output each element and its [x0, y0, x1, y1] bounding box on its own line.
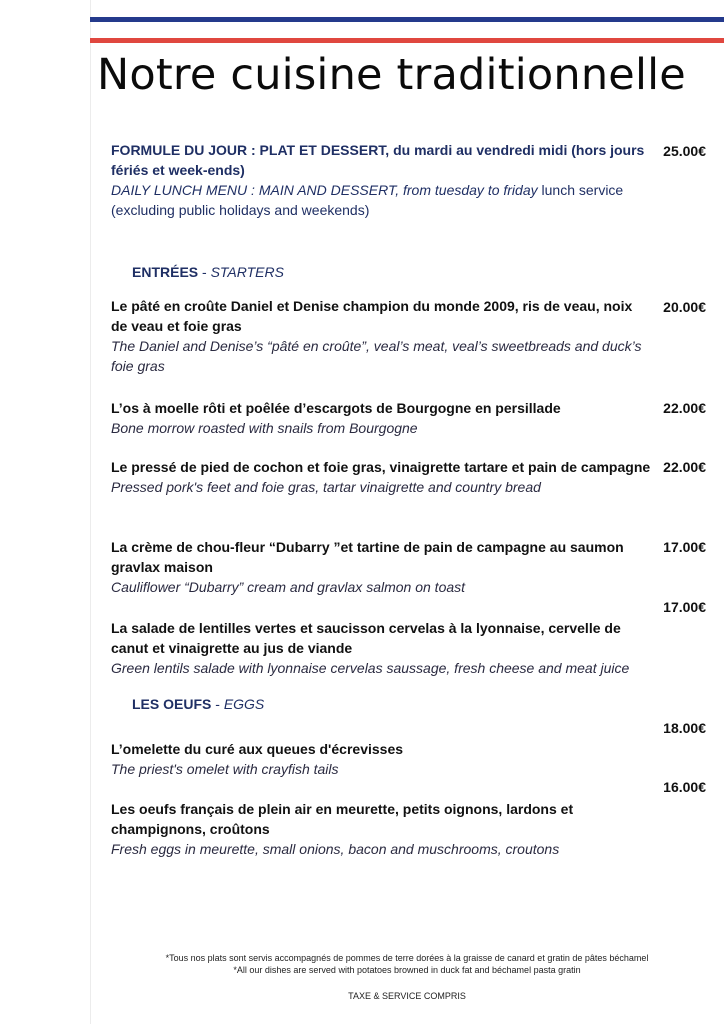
dish-name: La crème de chou-fleur “Dubarry ”et tartine de pain de campagne au saumon gravlax maison: [111, 539, 624, 575]
dish-name: Les oeufs français de plein air en meurette, petits oignons, lardons et champignons, croûtons: [111, 801, 574, 837]
formule-price: 25.00€: [663, 143, 706, 159]
formule-fr: FORMULE DU JOUR : PLAT ET DESSERT, du mardi au vendredi midi (hors jours fériés et week-ends): [111, 142, 645, 178]
footer-note-en: *All our dishes are served with potatoes browned in duck fat and béchamel pasta gratin: [233, 965, 581, 975]
menu-item: [111, 799, 651, 859]
starters-title-en: STARTERS: [210, 264, 284, 280]
page-title: Notre cuisine traditionnelle: [97, 50, 686, 100]
dish-translation: Cauliflower “Dubarry” cream and gravlax salmon on toast: [111, 579, 466, 595]
dish-name: La salade de lentilles vertes et saucisson cervelas à la lyonnaise, cervelle de canut et vinaigrette au jus de viande: [111, 620, 621, 656]
dish-price: 17.00€: [663, 539, 706, 555]
footer-note-fr: *Tous nos plats sont servis accompagnés de pommes de terre dorées à la graisse de canard et gratin de pâtes béchamel: [165, 953, 649, 963]
flag-stripe-red: [90, 38, 724, 43]
eggs-title-fr: LES OEUFS: [132, 696, 212, 712]
dish-price: 16.00€: [663, 779, 706, 795]
dish-translation: Fresh eggs in meurette, small onions, bacon and muschrooms, croutons: [111, 841, 560, 857]
section-heading-starters: [132, 264, 284, 280]
dish-translation: The priest's omelet with crayfish tails: [111, 761, 339, 777]
dish-name: L’omelette du curé aux queues d'écrevisses: [111, 741, 404, 757]
dish-price: 20.00€: [663, 299, 706, 315]
dish-translation: The Daniel and Denise’s “pâté en croûte”, veal’s meat, veal’s sweetbreads and duck’s foie gras: [111, 338, 642, 374]
menu-item: [111, 398, 651, 438]
footer-service: TAXE & SERVICE COMPRIS: [348, 991, 466, 1001]
menu-item: [111, 537, 651, 597]
dish-price: 22.00€: [663, 400, 706, 416]
starters-separator: -: [198, 264, 211, 280]
menu-item: [111, 618, 651, 678]
dish-name: Le pâté en croûte Daniel et Denise champion du monde 2009, ris de veau, noix de veau et foie gras: [111, 298, 633, 334]
section-heading-eggs: [132, 696, 264, 712]
eggs-title-en: EGGS: [223, 696, 265, 712]
dish-price: 17.00€: [663, 599, 706, 615]
menu-item: [111, 457, 651, 497]
dish-price: 18.00€: [663, 720, 706, 736]
dish-price: 22.00€: [663, 459, 706, 475]
dish-translation: Bone morrow roasted with snails from Bourgogne: [111, 420, 418, 436]
dish-name: Le pressé de pied de cochon et foie gras, vinaigrette tartare et pain de campagne: [111, 459, 651, 475]
formule-du-jour: [111, 140, 651, 220]
starters-title-fr: ENTRÉES: [132, 264, 199, 280]
formule-en-rest: lunch service (excluding public holidays and weekends): [111, 182, 624, 218]
dish-translation: Green lentils salade with lyonnaise cervelas saussage, fresh cheese and meat juice: [111, 660, 630, 676]
formule-en: [111, 180, 651, 220]
eggs-separator: -: [211, 696, 224, 712]
dish-translation: Pressed pork's feet and foie gras, tartar vinaigrette and country bread: [111, 479, 541, 495]
dish-name: L’os à moelle rôti et poêlée d’escargots de Bourgogne en persillade: [111, 400, 561, 416]
left-margin-rule: [90, 0, 91, 1024]
menu-item: [111, 739, 651, 779]
flag-stripe-blue: [90, 17, 724, 22]
formule-en-italic: DAILY LUNCH MENU : MAIN AND DESSERT, from tuesday to friday: [111, 182, 538, 198]
menu-item: [111, 296, 651, 376]
